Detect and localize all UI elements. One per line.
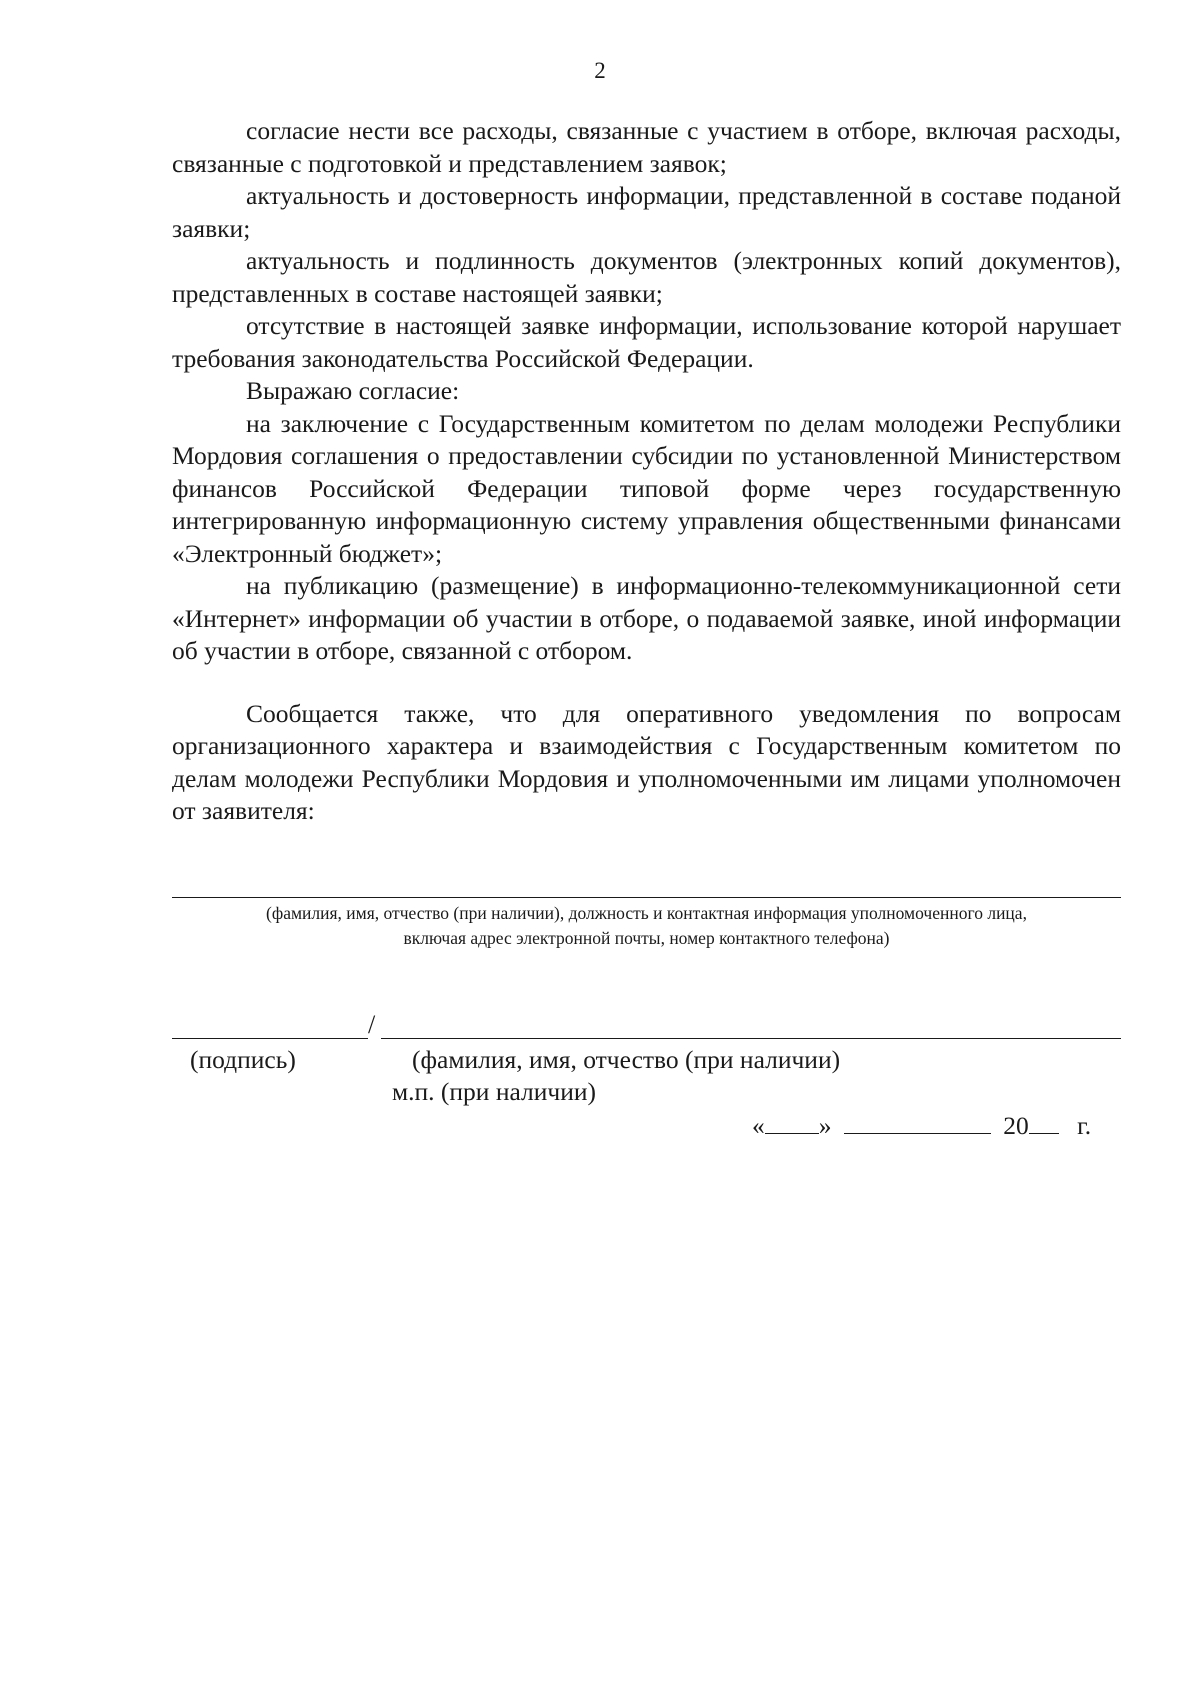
paragraph-agreement-consent: на заключение с Государственным комитетом по делам молодежи Республики Мордовия соглашения о предоставлении субсидии по установленной Министерством финансов Российской Федерации типовой форме через государственную интегрированную информационную систему управления общественными финансами «Электронный бюджет»; — [172, 408, 1121, 568]
paragraph-publication-consent: на публикацию (размещение) в информационно-телекоммуникационной сети «Интернет» информации об участии в отборе, о подаваемой заявке, иной информации об участии в отборе, связанной с отбором. — [172, 571, 1121, 665]
page-number: 2 — [594, 58, 606, 83]
month-blank — [844, 1111, 991, 1134]
signature-separator: / — [368, 1010, 376, 1039]
paragraph-expenses-consent: согласие нести все расходы, связанные с участием в отборе, включая расходы, связанные с подготовкой и представлением заявок; — [172, 116, 1121, 178]
paragraph-consent-heading: Выражаю согласие: — [246, 376, 460, 405]
contact-caption-line-2: включая адрес электронной почты, номер контактного телефона) — [403, 928, 890, 948]
paragraph-authorized-person: Сообщается также, что для оперативного уведомления по вопросам организационного характера и взаимодействия с Государственным комитетом по делам молодежи Республики Мордовия и уполномоченными им лицами уполномочен от заявителя: — [172, 698, 1121, 825]
year-prefix: 20 — [1003, 1111, 1029, 1140]
full-name-line — [381, 1038, 1121, 1039]
date-close-quote: » — [818, 1111, 832, 1140]
date-open-quote: « — [752, 1111, 765, 1140]
document-body — [172, 115, 1121, 828]
full-name-label: (фамилия, имя, отчество (при наличии) — [412, 1045, 841, 1074]
signature-label: (подпись) — [190, 1045, 296, 1074]
contact-person-caption — [172, 901, 1121, 951]
paragraph-information-accuracy: актуальность и достоверность информации, представленной в составе поданой заявки; — [172, 181, 1121, 243]
contact-person-line — [172, 897, 1121, 898]
year-suffix: г. — [1077, 1111, 1092, 1140]
paragraph-documents-authenticity: актуальность и подлинность документов (электронных копий документов), представленных в составе настоящей заявки; — [172, 246, 1121, 308]
day-blank — [765, 1111, 819, 1134]
signature-line — [172, 1038, 368, 1039]
year-blank — [1029, 1111, 1059, 1134]
date-field — [752, 1110, 1091, 1142]
paragraph-no-prohibited-information: отсутствие в настоящей заявке информации, использование которой нарушает требования законодательства Российской Федерации. — [172, 311, 1121, 373]
contact-caption-line-1: (фамилия, имя, отчество (при наличии), должность и контактная информация уполномоченного лица, — [266, 903, 1027, 923]
stamp-label: м.п. (при наличии) — [392, 1077, 596, 1106]
